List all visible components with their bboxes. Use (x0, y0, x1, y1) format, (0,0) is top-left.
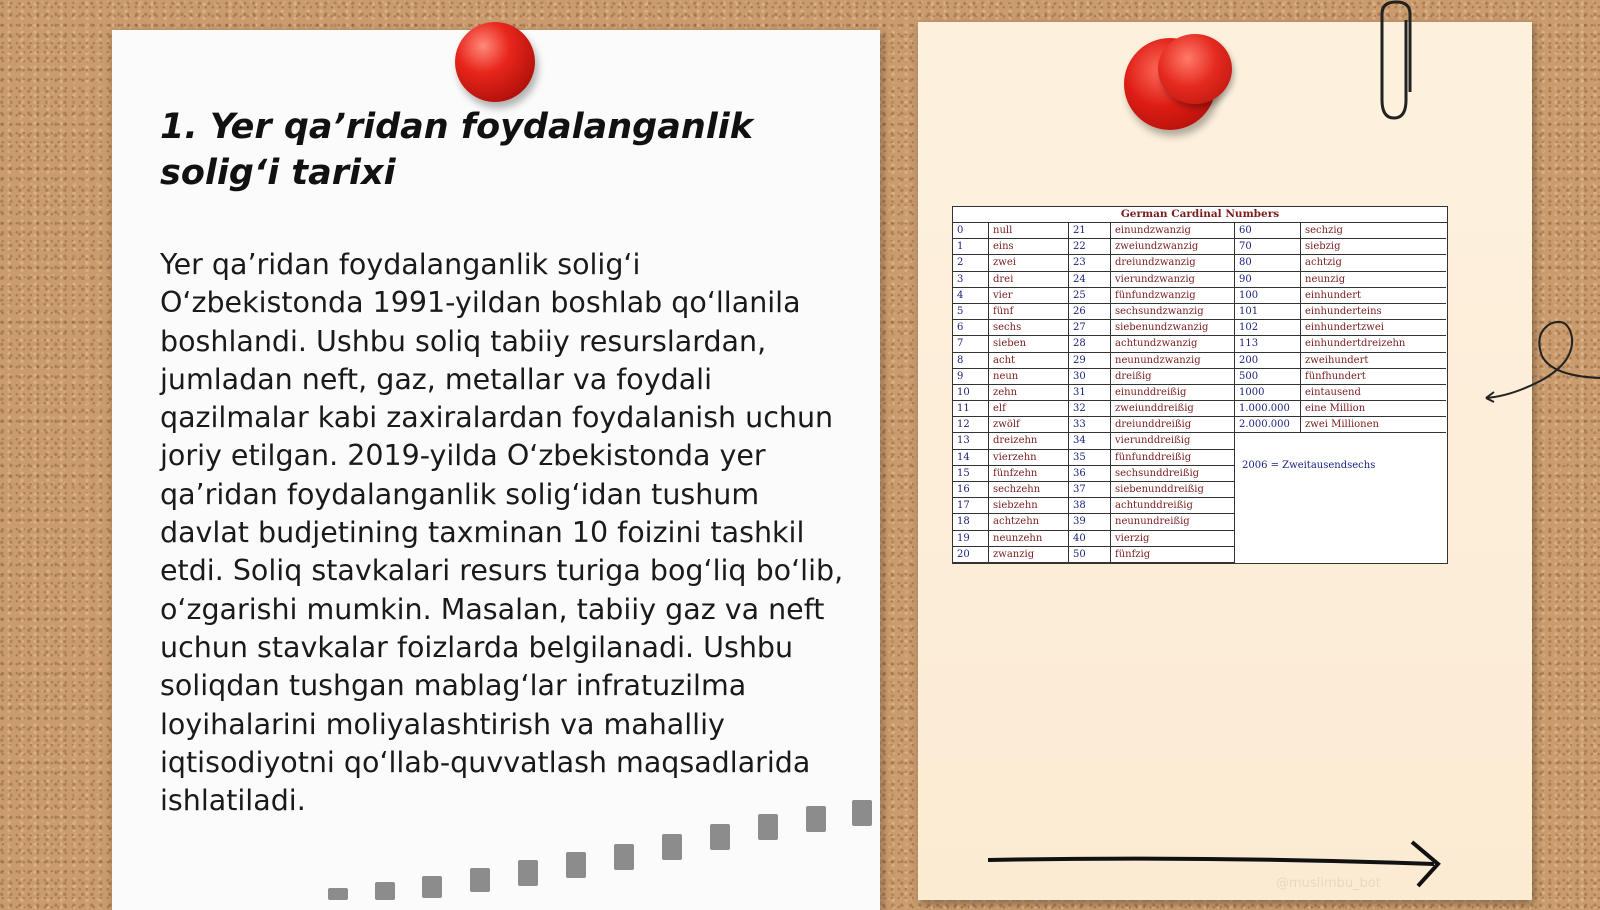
table-row (953, 369, 1447, 385)
table-cell: siebzehn (989, 498, 1069, 514)
table-cell: 25 (1069, 288, 1111, 304)
table-cell: 34 (1069, 433, 1111, 449)
swirl-arrow-icon (1482, 316, 1600, 406)
table-row (953, 336, 1447, 352)
table-cell: 6 (953, 320, 989, 336)
table-cell: 26 (1069, 304, 1111, 320)
table-cell: 15 (953, 466, 989, 482)
table-row (953, 239, 1447, 255)
table-cell: 22 (1069, 239, 1111, 255)
table-cell: vier (989, 288, 1069, 304)
table-cell: 18 (953, 514, 989, 530)
paperclip-icon (1376, 0, 1420, 124)
table-cell: 31 (1069, 385, 1111, 401)
table-cell: dreiunddreißig (1111, 417, 1235, 433)
table-cell: zwei Millionen (1301, 417, 1446, 433)
table-row (953, 272, 1447, 288)
table-cell: vierzig (1111, 531, 1235, 547)
table-row (953, 320, 1447, 336)
table-row (953, 353, 1447, 369)
table-cell: neunzehn (989, 531, 1069, 547)
table-cell: sechs (989, 320, 1069, 336)
page-title: 1. Yer qa’ridan foydalanganlik solig‘i tarixi (160, 107, 754, 193)
table-cell: 35 (1069, 450, 1111, 466)
table-cell: vierunddreißig (1111, 433, 1235, 449)
table-cell: fünfundzwanzig (1111, 288, 1235, 304)
table-cell: 12 (953, 417, 989, 433)
table-cell: 8 (953, 353, 989, 369)
table-cell: 9 (953, 369, 989, 385)
table-cell: achtunddreißig (1111, 498, 1235, 514)
table-cell: 29 (1069, 353, 1111, 369)
table-cell: neunzig (1301, 272, 1446, 288)
table-cell: 13 (953, 433, 989, 449)
table-cell: 200 (1235, 353, 1301, 369)
table-row (953, 385, 1447, 401)
table-cell: fünfhundert (1301, 369, 1446, 385)
table-row (953, 547, 1447, 563)
table-cell: sechsunddreißig (1111, 466, 1235, 482)
table-cell: 1.000.000 (1235, 401, 1301, 417)
table-cell: zwei (989, 255, 1069, 271)
table-cell: sechsundzwanzig (1111, 304, 1235, 320)
table-cell: 90 (1235, 272, 1301, 288)
table-cell: siebenundzwanzig (1111, 320, 1235, 336)
table-cell: 7 (953, 336, 989, 352)
table-cell: 0 (953, 223, 989, 239)
table-cell: 17 (953, 498, 989, 514)
table-cell: drei (989, 272, 1069, 288)
red-pushpin-icon (1158, 34, 1232, 104)
table-cell: 5 (953, 304, 989, 320)
table-cell: 80 (1235, 255, 1301, 271)
table-cell: zwanzig (989, 547, 1069, 563)
table-cell: 28 (1069, 336, 1111, 352)
table-cell: 50 (1069, 547, 1111, 563)
table-cell: 1000 (1235, 385, 1301, 401)
table-cell: einhunderteins (1301, 304, 1446, 320)
table-cell: achtzehn (989, 514, 1069, 530)
table-cell: dreißig (1111, 369, 1235, 385)
table-cell: elf (989, 401, 1069, 417)
table-cell: zweiundzwanzig (1111, 239, 1235, 255)
table-cell: sechzig (1301, 223, 1446, 239)
table-cell: 4 (953, 288, 989, 304)
table-row (953, 304, 1447, 320)
table-cell: zwölf (989, 417, 1069, 433)
table-caption: German Cardinal Numbers (953, 207, 1447, 223)
table-cell: zehn (989, 385, 1069, 401)
table-cell: 21 (1069, 223, 1111, 239)
table-cell: 2 (953, 255, 989, 271)
table-row (953, 288, 1447, 304)
table-cell: eine Million (1301, 401, 1446, 417)
table-cell: 19 (953, 531, 989, 547)
table-cell: vierundzwanzig (1111, 272, 1235, 288)
table-cell: 33 (1069, 417, 1111, 433)
table-cell: 102 (1235, 320, 1301, 336)
table-cell: 2.000.000 (1235, 417, 1301, 433)
table-cell: achtundzwanzig (1111, 336, 1235, 352)
table-cell: 16 (953, 482, 989, 498)
table-cell: fünfzehn (989, 466, 1069, 482)
table-cell: zweihundert (1301, 353, 1446, 369)
table-cell: eins (989, 239, 1069, 255)
table-cell: 3 (953, 272, 989, 288)
table-cell: acht (989, 353, 1069, 369)
table-cell: 30 (1069, 369, 1111, 385)
table-cell: neunundreißig (1111, 514, 1235, 530)
table-cell: 24 (1069, 272, 1111, 288)
table-row (953, 531, 1447, 547)
table-cell: fünfunddreißig (1111, 450, 1235, 466)
table-cell: 100 (1235, 288, 1301, 304)
table-cell: achtzig (1301, 255, 1446, 271)
table-cell: sieben (989, 336, 1069, 352)
table-cell: 37 (1069, 482, 1111, 498)
table-cell: 32 (1069, 401, 1111, 417)
body-paragraph: Yer qa’ridan foydalanganlik solig‘i O‘zbekistonda 1991-yildan boshlab qo‘llanila boshlandi. Ushbu soliq tabiiy resurslardan, jumladan neft, gaz, metallar va foydali qazilmalar kabi zaxiralardan foydalanish uchun joriy etilgan. 2019-yilda O‘zbekistonda yer qa’ridan foydalanganlik solig‘idan tushum davlat budjetining taxminan 10 foizini tashkil etdi. Soliq stavkalari resurs turiga bog‘liq bo‘lib, o‘zgarishi mumkin. Masalan, tabiiy gaz va neft uchun stavkalar foizlarda belgilanadi. Ushbu soliqdan tushgan mablag‘lar infratuzilma loyihalarini moliyalashtirish va mahalliy iqtisodiyotni qo‘llab-quvvatlash maqsadlarida ishlatiladi. (160, 248, 844, 818)
table-cell: vierzehn (989, 450, 1069, 466)
table-cell: einhundertdreizehn (1301, 336, 1446, 352)
table-cell: einundzwanzig (1111, 223, 1235, 239)
table-cell: neunundzwanzig (1111, 353, 1235, 369)
table-cell: siebzig (1301, 239, 1446, 255)
table-cell: 20 (953, 547, 989, 563)
table-cell: 1 (953, 239, 989, 255)
table-cell: eintausend (1301, 385, 1446, 401)
table-cell: 38 (1069, 498, 1111, 514)
table-cell: 500 (1235, 369, 1301, 385)
table-cell: sechzehn (989, 482, 1069, 498)
table-cell: zweiunddreißig (1111, 401, 1235, 417)
table-cell: 11 (953, 401, 989, 417)
table-cell: einunddreißig (1111, 385, 1235, 401)
table-cell: 36 (1069, 466, 1111, 482)
watermark: @muslimbu_bot (1276, 876, 1381, 891)
table-cell: 70 (1235, 239, 1301, 255)
table-note: 2006 = Zweitausendsechs (1242, 459, 1376, 471)
table-cell: 40 (1069, 531, 1111, 547)
table-cell: 39 (1069, 514, 1111, 530)
table-cell: 101 (1235, 304, 1301, 320)
table-cell: null (989, 223, 1069, 239)
table-row (953, 255, 1447, 271)
table-cell: 10 (953, 385, 989, 401)
table-cell: neun (989, 369, 1069, 385)
table-cell: dreizehn (989, 433, 1069, 449)
table-cell: einhundertzwei (1301, 320, 1446, 336)
red-pushpin-icon (455, 22, 535, 102)
table-row (953, 223, 1447, 239)
table-cell: 23 (1069, 255, 1111, 271)
german-numbers-table (952, 206, 1448, 564)
table-cell: fünfzig (1111, 547, 1235, 563)
table-cell: dreiundzwanzig (1111, 255, 1235, 271)
table-cell: 27 (1069, 320, 1111, 336)
table-cell: 113 (1235, 336, 1301, 352)
table-cell: einhundert (1301, 288, 1446, 304)
table-cell: fünf (989, 304, 1069, 320)
table-cell: siebenunddreißig (1111, 482, 1235, 498)
table-cell: 14 (953, 450, 989, 466)
table-cell: 60 (1235, 223, 1301, 239)
